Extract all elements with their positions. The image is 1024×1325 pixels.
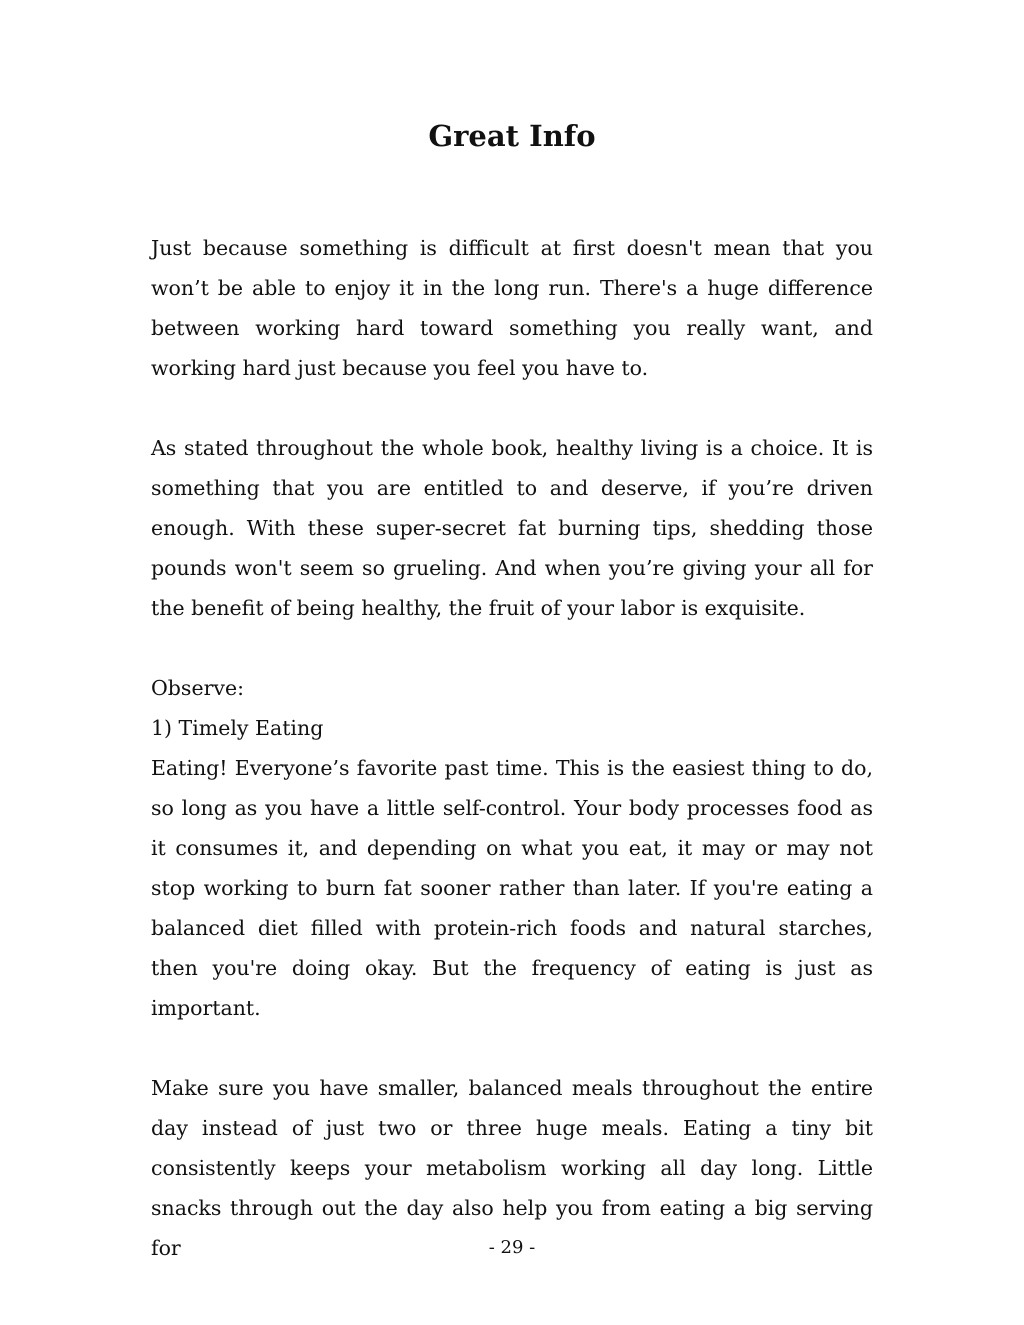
paragraph-intro: Just because something is difficult at first doesn't mean that you won’t be able to enjoy it in the long run. There's a huge difference between working hard toward something you really want, and working hard just because you feel you have to.: [151, 236, 873, 380]
paragraph-healthy-living: As stated throughout the whole book, healthy living is a choice. It is something that you are entitled to and deserve, if you’re driven enough. With these super-secret fat burning tips, shedding those pounds won't seem so grueling. And when you’re giving your all for the benefit of being healthy, the fruit of your labor is exquisite.: [151, 436, 873, 620]
item-heading-timely-eating: 1) Timely Eating: [151, 716, 324, 740]
page-body: [151, 228, 873, 1268]
page-number: - 29 -: [488, 1237, 536, 1258]
page-title: Great Info: [428, 119, 596, 153]
paragraph-smaller-meals: Make sure you have smaller, balanced meals throughout the entire day instead of just two or three huge meals. Eating a tiny bit consistently keeps your metabolism working all day long. Little snacks through out the day also help you from eating a big serving for: [151, 1076, 873, 1260]
paragraph-timely-eating: Eating! Everyone’s favorite past time. This is the easiest thing to do, so long as you have a little self-control. Your body processes food as it consumes it, and depending on what you eat, it may or may not stop working to burn fat sooner rather than later. If you're eating a balanced diet filled with protein-rich foods and natural starches, then you're doing okay. But the frequency of eating is just as important.: [151, 756, 873, 1020]
observe-label: Observe:: [151, 676, 245, 700]
